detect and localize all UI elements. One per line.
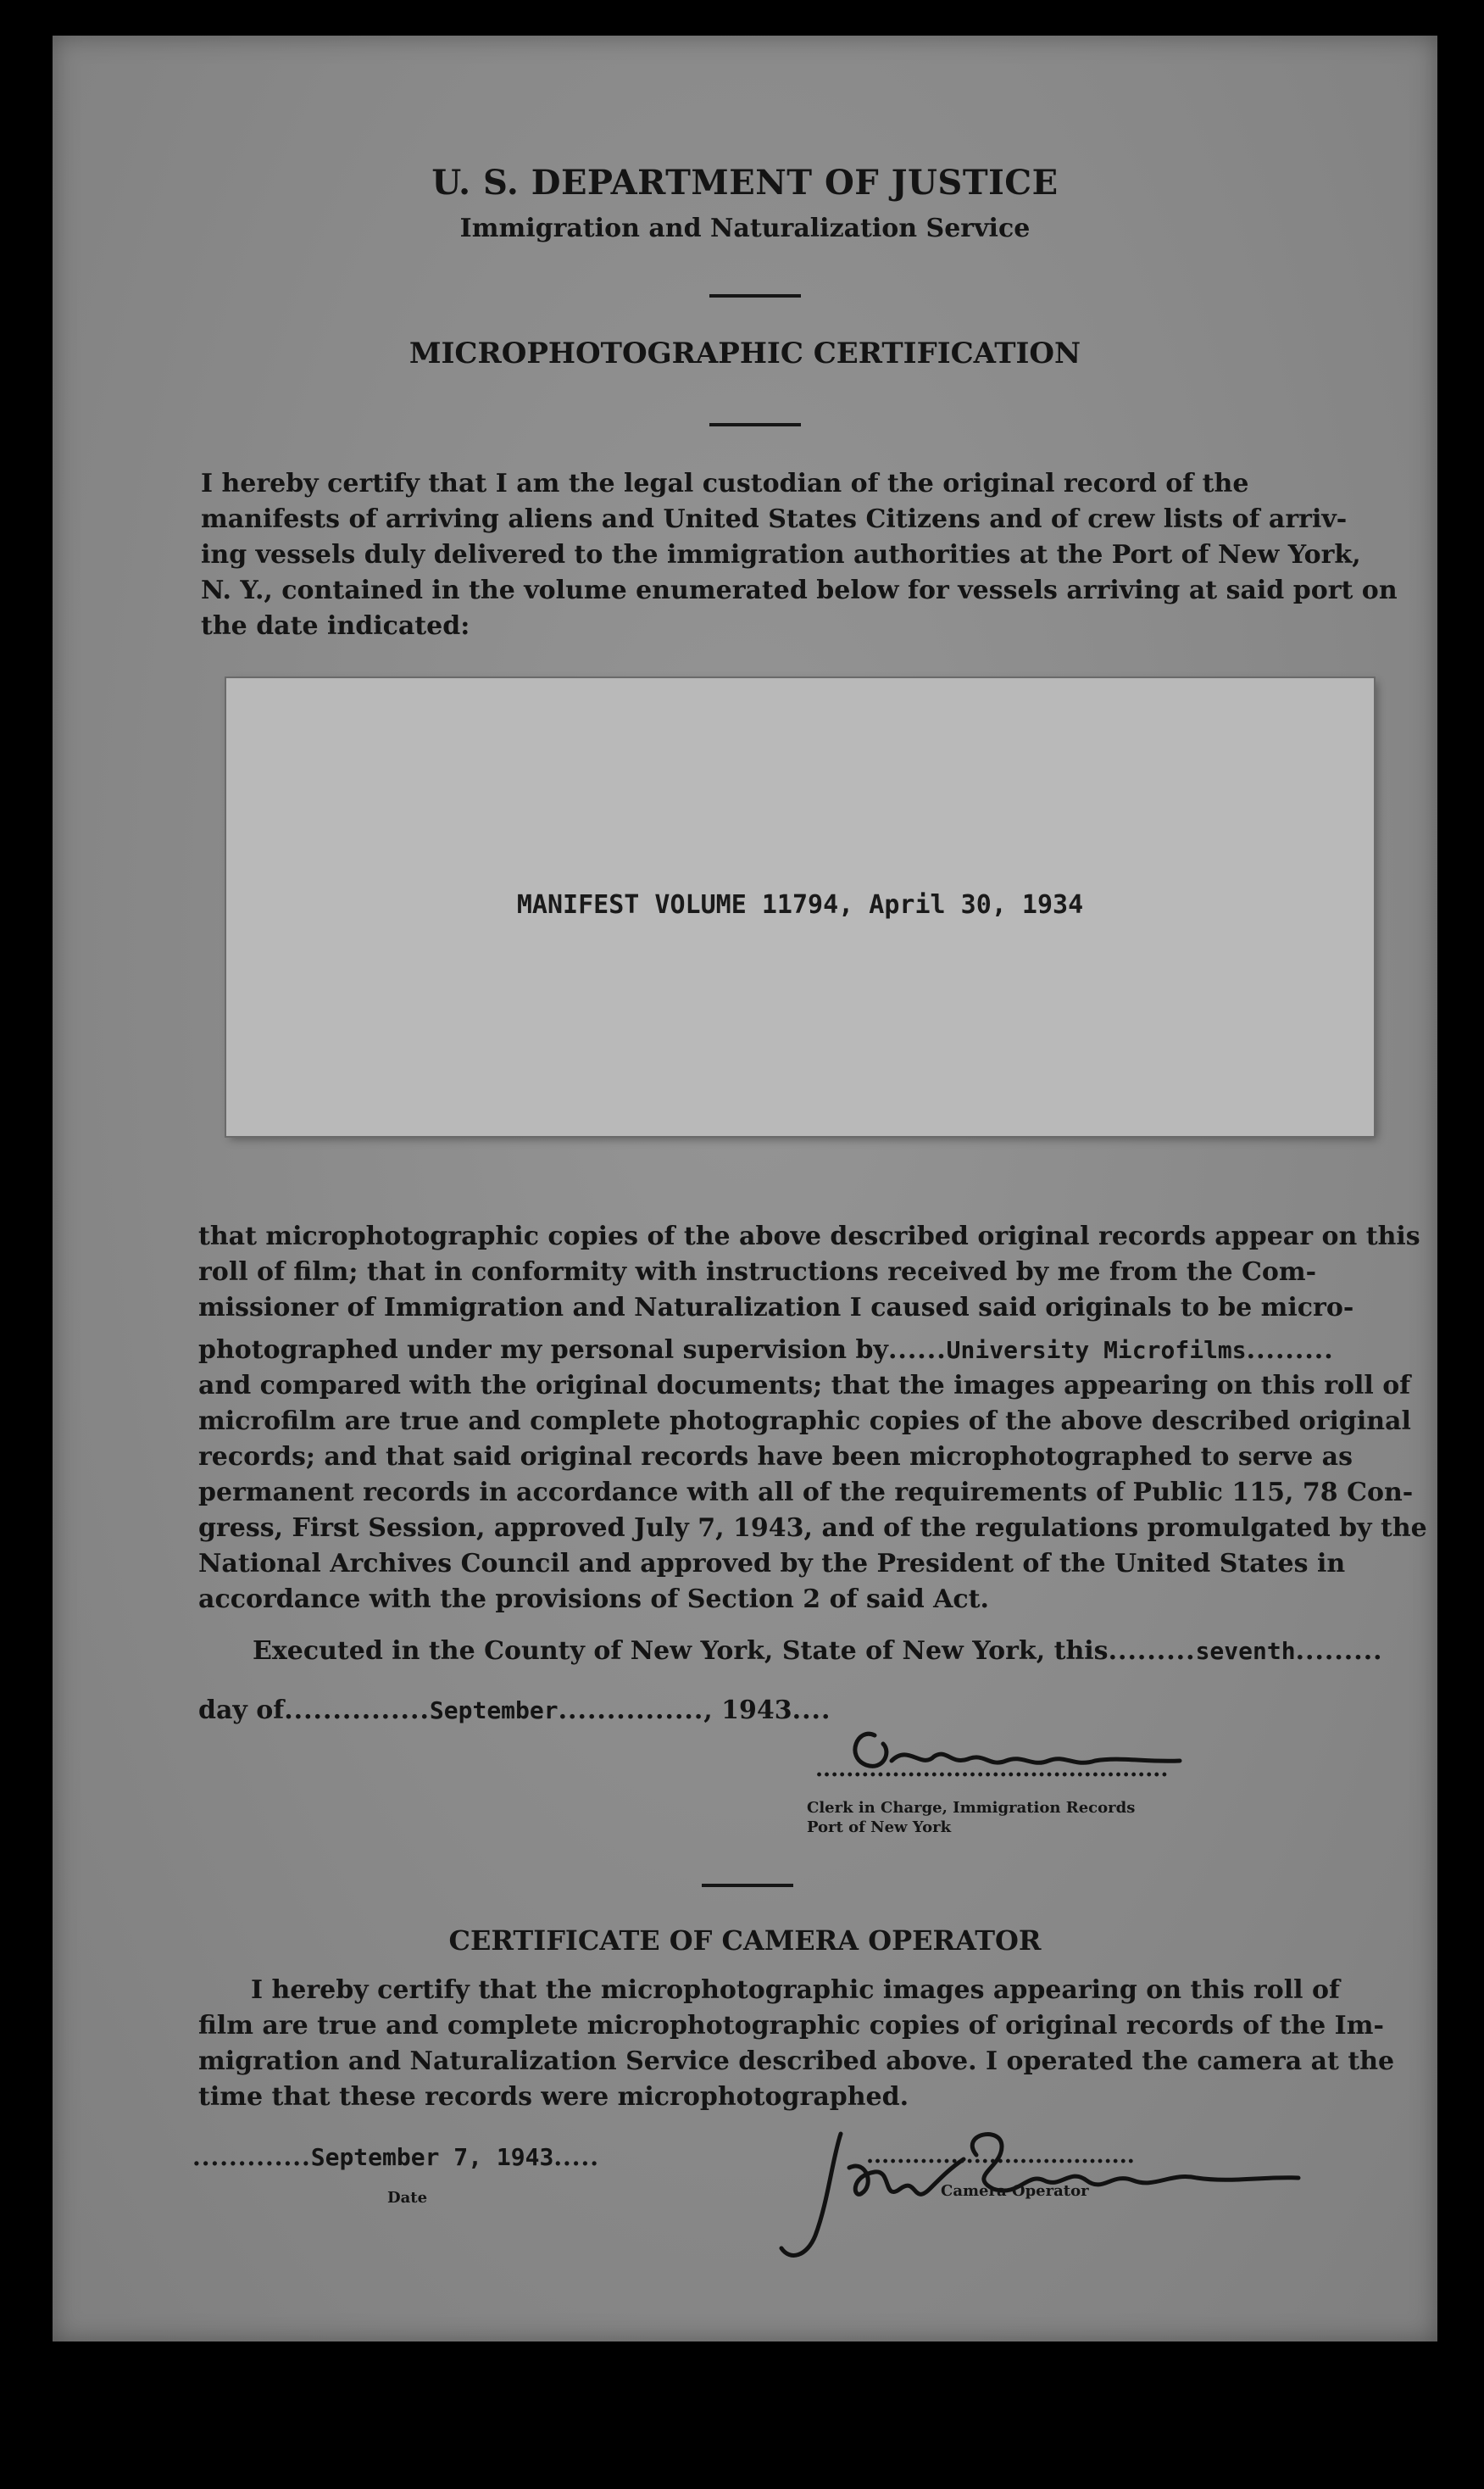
divider-rule — [709, 423, 801, 426]
intro-line: N. Y., contained in the volume enumerated below for vessels arriving at said port on — [201, 576, 1398, 605]
camera-date: September 7, 1943 — [310, 2143, 554, 2171]
execution-month-line: day of...............September..............., 1943.... — [198, 1696, 831, 1725]
camera-line: film are true and complete microphotographic copies of original records of the Im- — [198, 2011, 1384, 2041]
body-line: missioner of Immigration and Naturalization I caused said originals to be micro- — [198, 1293, 1354, 1322]
service-subtitle: Immigration and Naturalization Service — [459, 214, 1031, 243]
intro-line: I hereby certify that I am the legal custodian of the original record of the — [201, 469, 1249, 498]
camera-line: I hereby certify that the microphotographic images appearing on this roll of — [251, 1975, 1340, 2005]
camera-signature-line: ................................... — [866, 2143, 1135, 2169]
certificate-sheet — [53, 36, 1437, 2341]
camera-operator-caption: Camera Operator — [941, 2182, 1089, 2200]
camera-certificate-title: CERTIFICATE OF CAMERA OPERATOR — [448, 1924, 1042, 1957]
body-paragraph — [198, 1219, 1427, 1618]
camera-date-line: .............September 7, 1943..... — [192, 2143, 600, 2171]
body-line: microfilm are true and complete photographic copies of the above described original — [198, 1406, 1411, 1436]
intro-line: manifests of arriving aliens and United States Citizens and of crew lists of arriv- — [201, 504, 1348, 534]
clerk-caption-port: Port of New York — [807, 1818, 952, 1836]
date-caption: Date — [387, 2189, 428, 2207]
microfilm-company: University Microfilms — [946, 1336, 1247, 1364]
execution-prefix: Executed in the County of New York, State of New York, this — [253, 1636, 1109, 1666]
volume-slip — [226, 678, 1374, 1136]
agency-title: U. S. DEPARTMENT OF JUSTICE — [431, 163, 1059, 203]
execution-year: , 1943 — [703, 1696, 792, 1725]
body-line: accordance with the provisions of Section 2 of said Act. — [198, 1584, 989, 1614]
certificate-title: MICROPHOTOGRAPHIC CERTIFICATION — [409, 337, 1081, 370]
intro-line: ing vessels duly delivered to the immigration authorities at the Port of New York, — [201, 540, 1361, 570]
clerk-caption-title: Clerk in Charge, Immigration Records — [807, 1799, 1136, 1817]
body-line: roll of film; that in conformity with instructions received by me from the Com- — [198, 1257, 1317, 1287]
body-line: that microphotographic copies of the above described original records appear on this — [198, 1222, 1420, 1251]
divider-rule — [709, 294, 801, 298]
body-line: records; and that said original records have been microphotographed to serve as — [198, 1442, 1353, 1472]
body-line: permanent records in accordance with all of the requirements of Public 115, 78 Con- — [198, 1478, 1414, 1507]
camera-line: migration and Naturalization Service described above. I operated the camera at the — [198, 2046, 1395, 2076]
divider-rule — [702, 1884, 793, 1887]
day-of-label: day of — [198, 1696, 285, 1725]
intro-line: the date indicated: — [201, 611, 470, 641]
camera-line: time that these records were microphotographed. — [198, 2082, 909, 2112]
volume-label: MANIFEST VOLUME 11794, April 30, 1934 — [516, 890, 1084, 920]
body-line: and compared with the original documents; that the images appearing on this roll of — [198, 1371, 1411, 1400]
execution-month: September — [429, 1696, 559, 1724]
body-line: National Archives Council and approved by the President of the United States in — [198, 1549, 1346, 1579]
execution-line: Executed in the County of New York, State of New York, this.........seventh......... — [253, 1636, 1383, 1666]
body-line-supervision: photographed under my personal supervision by......University Microfilms......... — [198, 1335, 1334, 1365]
execution-day: seventh — [1195, 1637, 1296, 1665]
intro-paragraph — [201, 466, 1398, 644]
camera-paragraph — [198, 1973, 1395, 2115]
clerk-signature-line: .............................................. — [815, 1757, 1169, 1782]
body-line: gress, First Session, approved July 7, 1943, and of the regulations promulgated by the — [198, 1513, 1427, 1543]
supervision-prefix: photographed under my personal supervision by — [198, 1335, 888, 1365]
